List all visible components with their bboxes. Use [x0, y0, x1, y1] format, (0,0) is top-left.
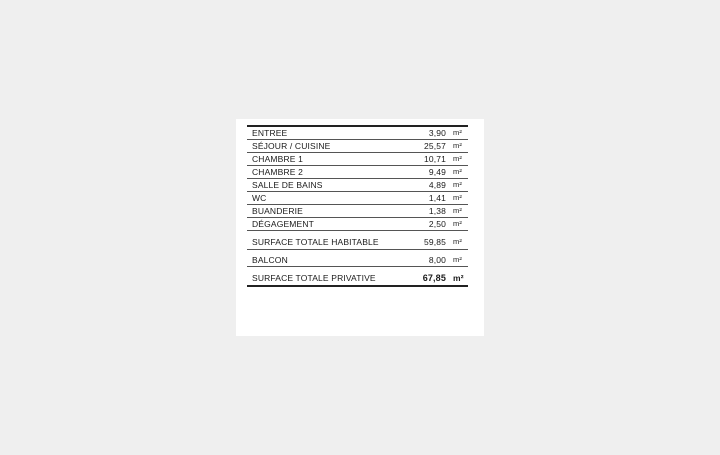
room-area: 4,89	[428, 180, 446, 190]
table-row	[247, 192, 468, 205]
balcon-row	[247, 254, 468, 267]
room-area: 9,49	[428, 167, 446, 177]
area-unit: m²	[453, 255, 463, 264]
table-row	[247, 153, 468, 166]
area-unit: m²	[453, 193, 463, 202]
surface-table	[247, 125, 468, 287]
table-row	[247, 140, 468, 153]
balcon-area: 8,00	[428, 255, 446, 265]
privative-label: SURFACE TOTALE PRIVATIVE	[252, 273, 376, 283]
table-row	[247, 179, 468, 192]
privative-area: 67,85	[422, 273, 446, 283]
room-label: WC	[252, 193, 267, 203]
area-unit: m²	[453, 219, 463, 228]
area-unit: m²	[453, 128, 463, 137]
area-unit: m²	[453, 141, 463, 150]
floor-plan-sheet	[236, 119, 484, 336]
area-unit: m²	[453, 154, 463, 163]
table-row	[247, 127, 468, 140]
room-area: 25,57	[423, 141, 446, 151]
room-label: CHAMBRE 2	[252, 167, 303, 177]
table-row	[247, 218, 468, 231]
room-area: 10,71	[423, 154, 446, 164]
room-area: 3,90	[428, 128, 446, 138]
room-label: SÉJOUR / CUISINE	[252, 141, 331, 151]
room-label: ENTREE	[252, 128, 288, 138]
room-label: SALLE DE BAINS	[252, 180, 323, 190]
habitable-total-row	[247, 235, 468, 250]
habitable-area: 59,85	[423, 237, 446, 247]
area-unit: m²	[453, 167, 463, 176]
privative-total-row	[247, 271, 468, 287]
room-label: DÉGAGEMENT	[252, 219, 314, 229]
area-unit: m²	[453, 237, 463, 246]
room-label: CHAMBRE 1	[252, 154, 303, 164]
room-area: 1,41	[428, 193, 446, 203]
area-unit: m²	[453, 273, 464, 283]
room-area: 1,38	[428, 206, 446, 216]
room-label: BUANDERIE	[252, 206, 303, 216]
area-unit: m²	[453, 206, 463, 215]
table-row	[247, 166, 468, 179]
room-area: 2,50	[428, 219, 446, 229]
balcon-label: BALCON	[252, 255, 288, 265]
table-row	[247, 205, 468, 218]
area-unit: m²	[453, 180, 463, 189]
habitable-label: SURFACE TOTALE HABITABLE	[252, 237, 379, 247]
